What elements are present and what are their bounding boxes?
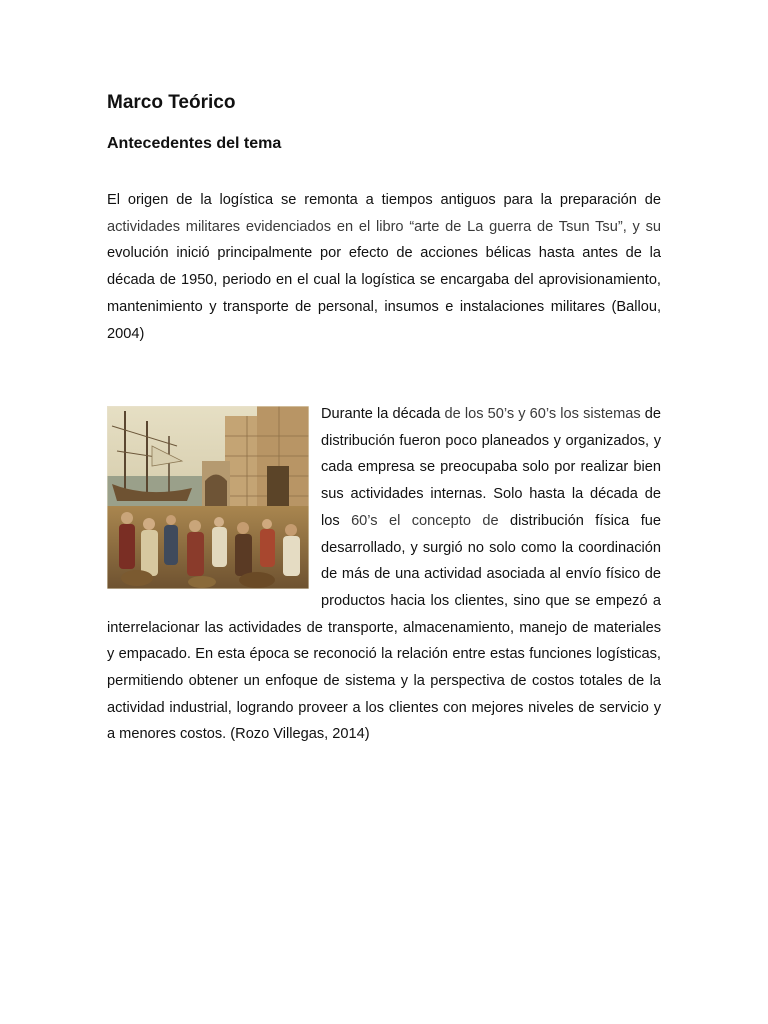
paragraph-origin-text-3: evolución inició principalmente por efecto de acciones bélicas hasta antes de la década de 1950, periodo en el cual la logística se encargaba del aprovisionamiento, mantenimiento y transporte de personal, insumos e instalaciones militares (Ballou, 2004) [107, 245, 661, 342]
paragraph-distribution [107, 401, 661, 748]
paragraph-origin-text-1: El origen de la logística se remonta a tiempos antiguos para la preparación de [107, 192, 661, 208]
paragraph-distribution-text-2: de los 50’s y 60’s los sistemas [444, 406, 641, 422]
harbor-painting-image [107, 406, 309, 589]
section-heading: Antecedentes del tema [107, 135, 282, 152]
paragraph-origin-text-2: actividades militares evidenciados en el libro “arte de La guerra de Tsun Tsu”, y su [107, 218, 661, 235]
page-title: Marco Teórico [107, 92, 236, 113]
paragraph-distribution-text-3: de distribución fueron poco planeados y organizados, y cada empresa se preocupaba solo por realizar bien sus actividades internas. Solo hasta la década de los [321, 406, 662, 529]
paragraph-distribution-text-4: 60’s el concepto de [351, 512, 499, 529]
paragraph-distribution-text-1: Durante la década [321, 406, 445, 422]
paragraph-distribution-text-5: distribución física fue desarrollado, y surgió no solo como la coordinación de más de una actividad asociada al envío físico de productos hacia los clientes, sino que se empezó a interrelacionar las actividades de transporte, almacenamiento, manejo de materiales y empacado. En esta época se reconoció la relación entre estas funciones logísticas, permitiendo obtener un enfoque de sistema y la perspectiva de costos totales de la actividad industrial, logrando proveer a los clientes con mejores niveles de servicio y a menores costos. (Rozo Villegas, 2014) [107, 512, 661, 743]
paragraph-origin [107, 187, 661, 347]
